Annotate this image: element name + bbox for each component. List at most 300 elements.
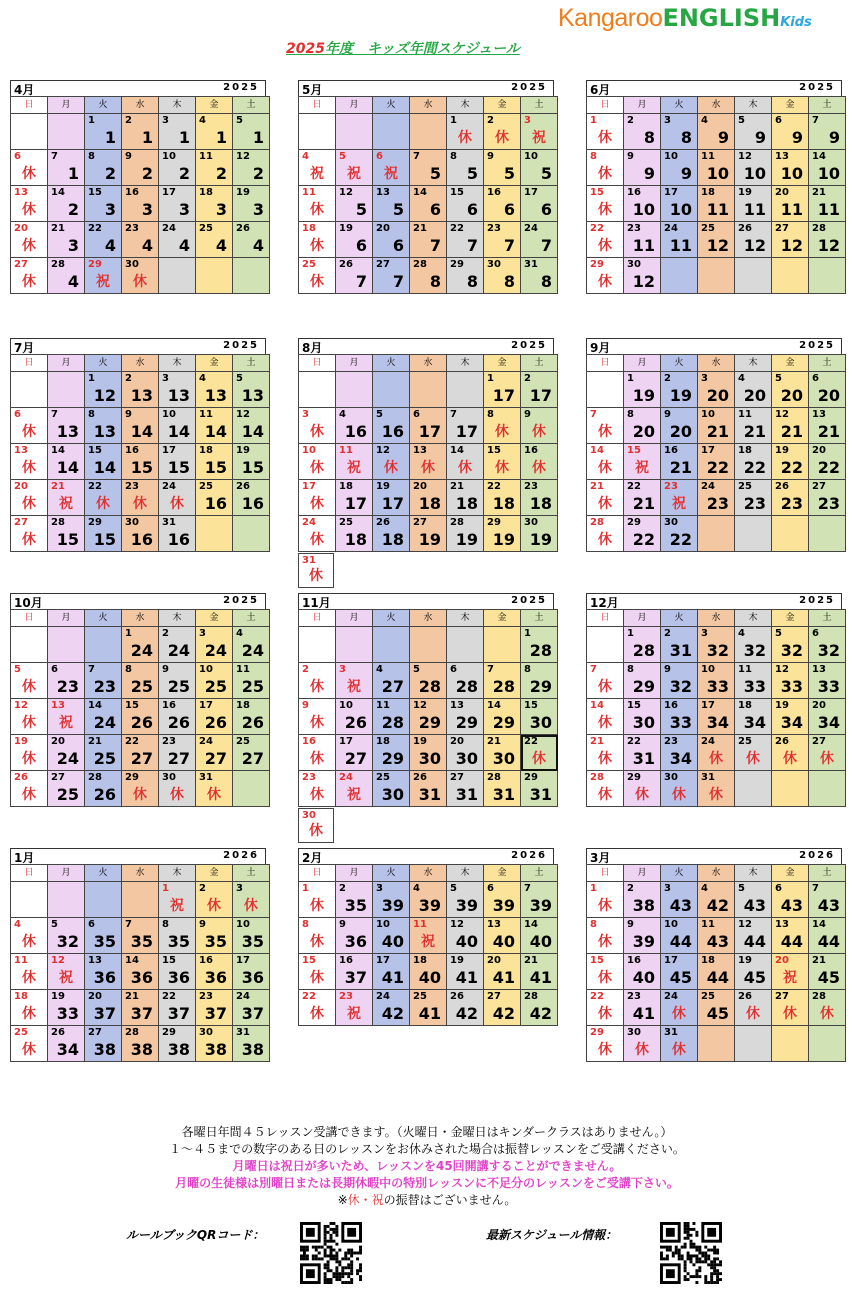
day-cell (587, 516, 624, 552)
lesson-number: 41 (418, 1004, 441, 1023)
note-mark: ※ (337, 1193, 348, 1207)
day-cell (410, 990, 447, 1026)
day-cell (521, 408, 558, 444)
month-year: 2025 (223, 595, 259, 606)
week-row (11, 1026, 270, 1062)
lesson-number: 27 (204, 749, 227, 768)
day-number: 22 (627, 481, 641, 492)
holiday-mark: 休 (310, 424, 324, 440)
kangaroo-english-logo (558, 4, 812, 34)
day-cell (484, 663, 521, 699)
weekday-header: 土 (521, 865, 558, 882)
weekday-header: 木 (735, 97, 772, 114)
lesson-number: 10 (669, 200, 692, 219)
lesson-number: 40 (455, 932, 478, 951)
day-number: 6 (88, 919, 95, 930)
weekday-header: 金 (484, 97, 521, 114)
day-number: 15 (162, 955, 176, 966)
holiday-mark: 休 (598, 934, 612, 950)
lesson-number: 28 (418, 677, 441, 696)
holiday-mark: 休 (384, 460, 398, 476)
day-cell (809, 372, 846, 408)
day-number: 4 (199, 373, 206, 384)
day-cell (85, 699, 122, 735)
holiday-mark: 休 (598, 130, 612, 146)
day-cell (299, 408, 336, 444)
day-cell (48, 771, 85, 807)
lesson-number: 40 (529, 932, 552, 951)
day-number: 20 (51, 736, 65, 747)
day-cell (11, 222, 48, 258)
lesson-number: 31 (418, 785, 441, 804)
holiday-mark: 祝 (347, 787, 361, 803)
day-cell (299, 444, 336, 480)
weekday-header: 土 (809, 610, 846, 627)
day-number: 8 (450, 151, 457, 162)
holiday-mark: 休 (310, 934, 324, 950)
lesson-number: 25 (93, 749, 116, 768)
holiday-mark: 休 (310, 898, 324, 914)
lesson-number: 12 (817, 236, 840, 255)
lesson-number: 27 (130, 749, 153, 768)
day-cell (661, 918, 698, 954)
day-cell (48, 408, 85, 444)
day-number: 30 (664, 772, 678, 783)
day-number: 6 (14, 151, 21, 162)
empty-cell (447, 627, 484, 663)
day-number: 16 (162, 700, 176, 711)
lesson-number: 24 (167, 641, 190, 660)
weekday-header: 木 (447, 610, 484, 627)
holiday-mark: 休 (22, 787, 36, 803)
day-cell (159, 990, 196, 1026)
lesson-number: 28 (455, 677, 478, 696)
holiday-mark: 休 (22, 679, 36, 695)
empty-cell (698, 1026, 735, 1062)
lesson-number: 21 (632, 494, 655, 513)
day-number: 4 (413, 883, 420, 894)
title-text: 年度 キッズ年間スケジュール (324, 41, 520, 57)
holiday-mark: 休 (96, 496, 110, 512)
day-cell (373, 150, 410, 186)
day-cell (373, 954, 410, 990)
lesson-number: 31 (669, 641, 692, 660)
week-row (11, 114, 270, 150)
month-table (586, 609, 846, 807)
day-number: 12 (51, 955, 65, 966)
day-cell (624, 114, 661, 150)
day-cell (122, 954, 159, 990)
day-cell (735, 222, 772, 258)
day-number: 19 (738, 187, 752, 198)
weekday-header: 土 (809, 865, 846, 882)
weekday-header: 水 (410, 97, 447, 114)
day-cell (521, 990, 558, 1026)
day-number: 28 (88, 772, 102, 783)
week-row (299, 372, 558, 408)
day-number: 19 (450, 955, 464, 966)
lesson-number: 10 (706, 164, 729, 183)
month-calendar (298, 80, 554, 294)
day-number: 24 (199, 736, 213, 747)
day-number: 15 (590, 187, 604, 198)
day-cell (772, 699, 809, 735)
lesson-number: 9 (643, 164, 655, 183)
day-number: 26 (236, 481, 250, 492)
day-number: 3 (162, 373, 169, 384)
day-number: 2 (302, 664, 309, 675)
lesson-number: 6 (466, 200, 478, 219)
day-number: 10 (701, 409, 715, 420)
month-table (298, 609, 558, 807)
lesson-number: 8 (680, 128, 692, 147)
day-cell (233, 186, 270, 222)
day-number: 6 (487, 883, 494, 894)
day-number: 13 (88, 955, 102, 966)
day-cell (484, 372, 521, 408)
weekday-header: 火 (661, 355, 698, 372)
day-number: 7 (812, 115, 819, 126)
rulebook-qr-code[interactable] (300, 1222, 362, 1284)
lesson-number: 27 (241, 749, 264, 768)
lesson-number: 44 (817, 932, 840, 951)
holiday-mark: 休 (22, 274, 36, 290)
day-number: 19 (413, 736, 427, 747)
day-cell (299, 516, 336, 552)
weekday-header: 金 (196, 97, 233, 114)
day-cell (336, 222, 373, 258)
day-cell (410, 516, 447, 552)
day-cell (196, 990, 233, 1026)
weekday-header: 水 (410, 610, 447, 627)
day-number: 26 (51, 1027, 65, 1038)
weekday-header: 火 (661, 610, 698, 627)
day-number: 25 (339, 517, 353, 528)
holiday-mark: 休 (22, 970, 36, 986)
weekday-header: 火 (85, 865, 122, 882)
day-cell (85, 771, 122, 807)
week-row (587, 882, 846, 918)
day-cell (587, 990, 624, 1026)
day-cell (233, 1026, 270, 1062)
day-cell (484, 222, 521, 258)
lesson-number: 13 (167, 386, 190, 405)
day-number: 4 (339, 409, 346, 420)
day-cell (735, 186, 772, 222)
day-cell (698, 990, 735, 1026)
day-cell (159, 114, 196, 150)
lesson-number: 26 (130, 713, 153, 732)
day-cell (196, 408, 233, 444)
lesson-number: 5 (503, 164, 515, 183)
day-number: 31 (236, 1027, 250, 1038)
weekday-header: 水 (122, 865, 159, 882)
lesson-number: 20 (817, 386, 840, 405)
day-number: 18 (339, 481, 353, 492)
lesson-number: 40 (492, 932, 515, 951)
month-table (10, 354, 270, 552)
day-number: 29 (487, 517, 501, 528)
empty-cell (735, 771, 772, 807)
month-calendar (10, 593, 266, 807)
week-row (299, 150, 558, 186)
holiday-mark: 休 (783, 751, 797, 767)
day-cell (772, 627, 809, 663)
day-number: 8 (590, 151, 597, 162)
lesson-number: 8 (429, 272, 441, 291)
lesson-number: 37 (167, 1004, 190, 1023)
day-number: 20 (413, 481, 427, 492)
day-number: 29 (627, 517, 641, 528)
day-cell (698, 408, 735, 444)
schedule-qr-code[interactable] (660, 1222, 722, 1284)
day-cell (85, 516, 122, 552)
day-number: 8 (487, 409, 494, 420)
day-number: 1 (524, 628, 531, 639)
day-cell (48, 258, 85, 294)
holiday-mark: 休 (532, 424, 546, 440)
lesson-number: 23 (817, 494, 840, 513)
day-number: 30 (125, 517, 139, 528)
lesson-number: 10 (817, 164, 840, 183)
rulebook-qr-label: ルールブックQRコード： (126, 1228, 265, 1242)
weekday-header: 火 (85, 97, 122, 114)
lesson-number: 9 (717, 128, 729, 147)
day-number: 14 (524, 919, 538, 930)
month-year: 2025 (223, 340, 259, 351)
weekday-header: 木 (447, 355, 484, 372)
day-cell (624, 735, 661, 771)
lesson-number: 30 (632, 713, 655, 732)
day-cell (196, 882, 233, 918)
lesson-number: 39 (381, 896, 404, 915)
lesson-number: 14 (130, 422, 153, 441)
lesson-number: 23 (743, 494, 766, 513)
weekday-header: 土 (809, 97, 846, 114)
day-number: 2 (627, 115, 634, 126)
day-cell (735, 444, 772, 480)
day-number: 20 (376, 223, 390, 234)
day-cell (809, 627, 846, 663)
day-number: 13 (812, 409, 826, 420)
day-cell (587, 1026, 624, 1062)
holiday-mark: 祝 (421, 934, 435, 950)
lesson-number: 33 (817, 677, 840, 696)
lesson-number: 26 (167, 713, 190, 732)
empty-cell (698, 258, 735, 294)
month-year: 2025 (799, 340, 835, 351)
day-cell (809, 222, 846, 258)
day-cell (809, 150, 846, 186)
holiday-mark: 休 (22, 202, 36, 218)
day-cell (373, 918, 410, 954)
note-line-2: １～４５までの数字のある日のレッスンをお休みされた場合は振替レッスンをご受講ください。 (169, 1142, 685, 1156)
day-cell (772, 882, 809, 918)
day-number: 27 (51, 772, 65, 783)
week-row (11, 480, 270, 516)
day-cell (698, 372, 735, 408)
day-cell (373, 186, 410, 222)
day-number: 1 (590, 883, 597, 894)
empty-cell (447, 372, 484, 408)
day-number: 2 (627, 883, 634, 894)
day-cell (772, 990, 809, 1026)
lesson-number: 5 (429, 164, 441, 183)
day-cell (624, 516, 661, 552)
lesson-number: 21 (706, 422, 729, 441)
lesson-number: 1 (215, 128, 227, 147)
holiday-mark: 休 (598, 202, 612, 218)
day-cell (447, 480, 484, 516)
day-cell (159, 372, 196, 408)
day-cell (661, 114, 698, 150)
day-cell (772, 735, 809, 771)
holiday-mark: 休 (309, 823, 323, 839)
day-cell (196, 699, 233, 735)
holiday-mark: 休 (22, 532, 36, 548)
month-year: 2026 (799, 850, 835, 861)
day-cell (661, 516, 698, 552)
day-number: 23 (125, 481, 139, 492)
day-cell (48, 735, 85, 771)
day-cell (735, 918, 772, 954)
lesson-number: 38 (93, 1040, 116, 1059)
month-label: 5月 (302, 83, 323, 97)
lesson-number: 6 (429, 200, 441, 219)
weekday-header: 水 (122, 610, 159, 627)
day-cell (196, 186, 233, 222)
day-cell (233, 918, 270, 954)
day-cell (11, 990, 48, 1026)
lesson-number: 4 (215, 236, 227, 255)
day-number: 20 (812, 445, 826, 456)
weekday-header: 火 (661, 97, 698, 114)
day-number: 12 (413, 700, 427, 711)
lesson-number: 36 (93, 968, 116, 987)
day-cell (233, 222, 270, 258)
lesson-number: 4 (104, 236, 116, 255)
holiday-mark: 休 (598, 751, 612, 767)
lesson-number: 31 (455, 785, 478, 804)
day-cell (521, 114, 558, 150)
day-number: 22 (88, 223, 102, 234)
lesson-number: 20 (632, 422, 655, 441)
weekday-header: 日 (299, 355, 336, 372)
day-cell (772, 408, 809, 444)
day-cell (373, 480, 410, 516)
lesson-number: 30 (455, 749, 478, 768)
month-calendar (586, 80, 842, 294)
month-year: 2025 (511, 595, 547, 606)
empty-cell (11, 882, 48, 918)
week-row (11, 150, 270, 186)
day-number: 15 (125, 700, 139, 711)
weekday-header: 日 (11, 97, 48, 114)
holiday-mark: 休 (22, 1042, 36, 1058)
lesson-number: 3 (67, 236, 79, 255)
empty-cell (299, 114, 336, 150)
day-cell (159, 186, 196, 222)
day-number: 17 (236, 955, 250, 966)
lesson-number: 1 (178, 128, 190, 147)
day-cell (772, 663, 809, 699)
day-number: 19 (738, 955, 752, 966)
empty-cell (772, 258, 809, 294)
lesson-number: 13 (93, 422, 116, 441)
day-number: 23 (302, 772, 316, 783)
lesson-number: 15 (204, 458, 227, 477)
day-number: 10 (339, 700, 353, 711)
day-number: 11 (738, 664, 752, 675)
day-number: 22 (162, 991, 176, 1002)
day-number: 21 (413, 223, 427, 234)
day-number: 29 (590, 1027, 604, 1038)
day-cell (85, 258, 122, 294)
day-cell (484, 444, 521, 480)
empty-cell (809, 771, 846, 807)
weekday-header: 日 (587, 97, 624, 114)
week-row (11, 954, 270, 990)
lesson-number: 14 (93, 458, 116, 477)
day-cell (410, 954, 447, 990)
day-number: 27 (775, 991, 789, 1002)
day-number: 5 (738, 883, 745, 894)
lesson-number: 45 (669, 968, 692, 987)
day-number: 12 (14, 700, 28, 711)
holiday-mark: 祝 (635, 460, 649, 476)
day-number: 27 (450, 772, 464, 783)
lesson-number: 11 (817, 200, 840, 219)
day-number: 25 (376, 772, 390, 783)
month-table (298, 96, 558, 294)
holiday-mark: 休 (310, 274, 324, 290)
day-number: 30 (125, 259, 139, 270)
day-cell (85, 663, 122, 699)
lesson-number: 10 (632, 200, 655, 219)
day-number: 7 (450, 409, 457, 420)
lesson-number: 26 (93, 785, 116, 804)
day-number: 11 (199, 409, 213, 420)
month-calendar (298, 338, 554, 552)
day-cell (484, 771, 521, 807)
lesson-number: 14 (56, 458, 79, 477)
lesson-number: 39 (455, 896, 478, 915)
day-number: 10 (524, 151, 538, 162)
day-cell (809, 444, 846, 480)
week-row (11, 990, 270, 1026)
lesson-number: 40 (632, 968, 655, 987)
day-cell (809, 990, 846, 1026)
lesson-number: 13 (56, 422, 79, 441)
month-year: 2026 (223, 850, 259, 861)
day-cell (233, 663, 270, 699)
day-cell (48, 663, 85, 699)
day-number: 8 (88, 409, 95, 420)
lesson-number: 21 (780, 422, 803, 441)
empty-cell (233, 516, 270, 552)
lesson-number: 41 (381, 968, 404, 987)
empty-cell (85, 882, 122, 918)
day-number: 8 (302, 919, 309, 930)
day-cell (159, 663, 196, 699)
day-cell (698, 735, 735, 771)
day-cell (698, 222, 735, 258)
lesson-number: 27 (167, 749, 190, 768)
weekday-header: 火 (373, 355, 410, 372)
empty-cell (587, 372, 624, 408)
day-cell (521, 918, 558, 954)
day-cell (233, 114, 270, 150)
